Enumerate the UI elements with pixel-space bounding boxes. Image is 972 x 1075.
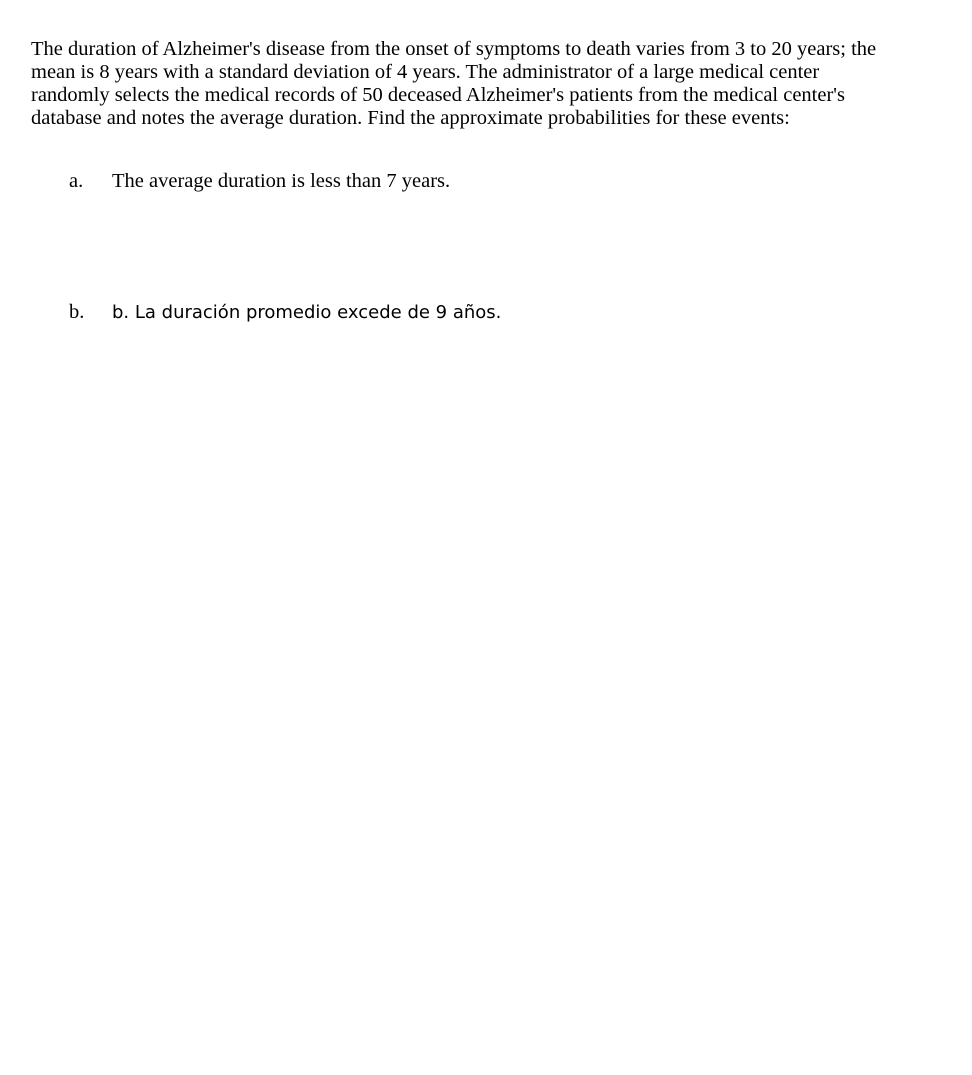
question-item-a: [69, 170, 949, 193]
problem-statement: The duration of Alzheimer's disease from the onset of symptoms to death varies from 3 to 20 years; the mean is 8 years with a standard deviation of 4 years. The administrator of a large medical center randomly selects the medical records of 50 deceased Alzheimer's patients from the medical center's database and notes the average duration. Find the approximate probabilities for these events:: [31, 38, 877, 129]
question-item-b: [69, 301, 949, 324]
question-marker-b: b.: [69, 301, 85, 323]
question-marker-a: a.: [69, 170, 84, 192]
question-text-a: The average duration is less than 7 years.: [112, 170, 451, 192]
question-text-b: b. La duración promedio excede de 9 años.: [112, 302, 502, 323]
